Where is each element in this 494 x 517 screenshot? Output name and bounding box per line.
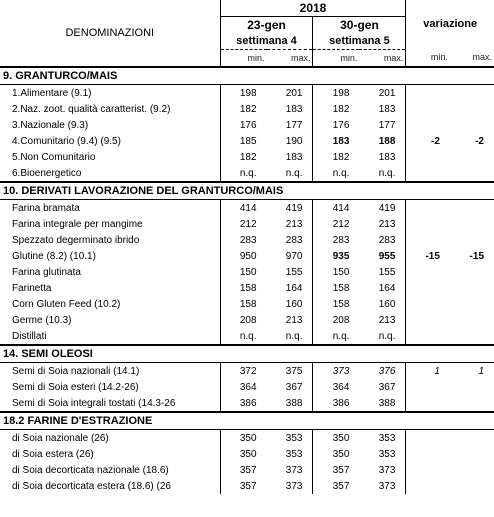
max-value-w5: n.q.	[359, 165, 405, 182]
min-label: min.	[247, 52, 265, 63]
max-value-w5: n.q.	[359, 328, 405, 345]
max-value-w4: 177	[267, 117, 313, 133]
variazione-max	[450, 232, 494, 248]
min-value-w5: 208	[332, 314, 350, 326]
row-name: Glutine (8.2) (10.1)	[0, 248, 220, 264]
min-value-w4: 182	[239, 103, 257, 115]
min-label: min.	[430, 52, 448, 63]
section-header	[0, 67, 494, 85]
min-value-w4: 182	[239, 151, 257, 163]
min-value-w4: 357	[239, 464, 257, 476]
row-name: di Soia nazionale (26)	[0, 430, 220, 447]
table-row	[0, 117, 494, 133]
min-value-w5: 158	[332, 298, 350, 310]
max-value-w4: 213	[267, 216, 313, 232]
min-value-w4: 185	[239, 135, 257, 147]
row-name: Farina glutinata	[0, 264, 220, 280]
table-row	[0, 85, 494, 102]
min-value-w4: 208	[239, 314, 257, 326]
row-name: Semi di Soia nazionali (14.1)	[0, 363, 220, 380]
max-value-w4: 373	[267, 478, 313, 494]
min-value-w4: 350	[239, 448, 257, 460]
row-name: Farina integrale per mangime	[0, 216, 220, 232]
table-row	[0, 264, 494, 280]
table-row	[0, 379, 494, 395]
min-value-w5: 150	[332, 266, 350, 278]
row-name: Farina bramata	[0, 200, 220, 217]
variazione-max: -2	[475, 135, 484, 147]
date-header-1: 23-gen	[220, 17, 313, 34]
max-value-w5: 955	[359, 248, 405, 264]
table-row	[0, 248, 494, 264]
row-name: di Soia estera (26)	[0, 446, 220, 462]
max-value-w5: 183	[359, 101, 405, 117]
max-value-w4: 419	[267, 200, 313, 217]
max-value-w5: 283	[359, 232, 405, 248]
max-value-w5: 213	[359, 312, 405, 328]
variazione-min	[406, 280, 450, 296]
row-name: 3.Nazionale (9.3)	[0, 117, 220, 133]
variazione-min	[406, 328, 450, 345]
variazione-max: 1	[478, 365, 484, 377]
max-value-w4: 283	[267, 232, 313, 248]
min-value-w4: 372	[239, 365, 257, 377]
min-value-w4: 357	[239, 480, 257, 492]
variazione-max	[450, 312, 494, 328]
min-value-w4: 350	[239, 432, 257, 444]
min-value-w5: 373	[332, 365, 350, 377]
variazione-max	[450, 446, 494, 462]
max-value-w4: 388	[267, 395, 313, 412]
table-row	[0, 312, 494, 328]
table-row	[0, 149, 494, 165]
week-header-1: settimana 4	[220, 33, 313, 50]
min-value-w4: 950	[239, 250, 257, 262]
max-value-w4: 155	[267, 264, 313, 280]
min-value-w4: 150	[239, 266, 257, 278]
row-name: di Soia decorticata nazionale (18.6)	[0, 462, 220, 478]
variazione-min: 1	[434, 365, 440, 377]
table-row	[0, 430, 494, 447]
min-value-w5: 357	[332, 464, 350, 476]
row-name: 2.Naz. zoot. qualità caratterist. (9.2)	[0, 101, 220, 117]
min-value-w4: 198	[239, 87, 257, 99]
variazione-min	[406, 312, 450, 328]
row-name: Distillati	[0, 328, 220, 345]
max-value-w5: 367	[359, 379, 405, 395]
variazione-max	[450, 430, 494, 447]
max-value-w4: 160	[267, 296, 313, 312]
variazione-max: -15	[469, 250, 484, 262]
max-value-w5: 353	[359, 446, 405, 462]
max-value-w4: 213	[267, 312, 313, 328]
table-row	[0, 462, 494, 478]
min-value-w4: 176	[239, 119, 257, 131]
variazione-max	[450, 117, 494, 133]
min-value-w4: 364	[239, 381, 257, 393]
max-value-w5: 177	[359, 117, 405, 133]
section-header	[0, 345, 494, 363]
table-row	[0, 478, 494, 494]
row-name: Germe (10.3)	[0, 312, 220, 328]
table-row	[0, 296, 494, 312]
variazione-min	[406, 430, 450, 447]
max-value-w4: 164	[267, 280, 313, 296]
row-name: di Soia decorticata estera (18.6) (26	[0, 478, 220, 494]
min-value-w4: 386	[239, 397, 257, 409]
variazione-min	[406, 232, 450, 248]
section-header	[0, 182, 494, 200]
max-value-w5: 164	[359, 280, 405, 296]
variazione-min: -2	[431, 135, 440, 147]
min-value-w5: n.q.	[332, 167, 350, 179]
variazione-min	[406, 478, 450, 494]
table-row	[0, 200, 494, 217]
variazione-max	[450, 165, 494, 182]
variazione-header: variazione	[423, 18, 478, 31]
min-value-w5: 182	[332, 151, 350, 163]
min-value-w5: 176	[332, 119, 350, 131]
table-row	[0, 232, 494, 248]
table-row	[0, 280, 494, 296]
max-value-w5: 188	[359, 133, 405, 149]
max-value-w4: n.q.	[267, 328, 313, 345]
max-value-w4: 353	[267, 446, 313, 462]
max-value-w5: 373	[359, 478, 405, 494]
max-value-w5: 201	[359, 85, 405, 102]
variazione-max	[450, 101, 494, 117]
min-value-w4: n.q.	[239, 330, 257, 342]
row-name: 5.Non Comunitario	[0, 149, 220, 165]
row-name: 4.Comunitario (9.4) (9.5)	[0, 133, 220, 149]
max-value-w5: 183	[359, 149, 405, 165]
min-label: min.	[340, 52, 358, 63]
min-value-w5: 182	[332, 103, 350, 115]
max-value-w5: 373	[359, 462, 405, 478]
table-row	[0, 395, 494, 412]
max-value-w4: 970	[267, 248, 313, 264]
min-value-w5: 357	[332, 480, 350, 492]
section-title: 18.2 FARINE D'ESTRAZIONE	[0, 412, 494, 430]
date-header-2: 30-gen	[313, 17, 406, 34]
variazione-max	[450, 264, 494, 280]
max-value-w5: 160	[359, 296, 405, 312]
max-label: max.	[267, 50, 313, 68]
variazione-max	[450, 328, 494, 345]
variazione-max	[450, 200, 494, 217]
min-value-w5: 183	[332, 135, 350, 147]
table-body	[0, 67, 494, 494]
max-value-w4: 201	[267, 85, 313, 102]
variazione-min	[406, 446, 450, 462]
table-row	[0, 328, 494, 345]
min-value-w4: n.q.	[239, 167, 257, 179]
min-value-w4: 414	[239, 202, 257, 214]
min-value-w5: 158	[332, 282, 350, 294]
max-value-w5: 155	[359, 264, 405, 280]
variazione-min	[406, 296, 450, 312]
variazione-max	[450, 280, 494, 296]
variazione-min	[406, 462, 450, 478]
min-value-w4: 158	[239, 298, 257, 310]
max-label: max.	[472, 52, 492, 63]
variazione-min	[406, 216, 450, 232]
table-row	[0, 165, 494, 182]
max-value-w5: 388	[359, 395, 405, 412]
variazione-min	[406, 379, 450, 395]
row-name: 1.Alimentare (9.1)	[0, 85, 220, 102]
min-value-w5: 364	[332, 381, 350, 393]
min-value-w5: 350	[332, 448, 350, 460]
max-value-w5: 213	[359, 216, 405, 232]
min-value-w5: 414	[332, 202, 350, 214]
max-label: max.	[359, 50, 405, 68]
min-value-w4: 158	[239, 282, 257, 294]
variazione-max	[450, 478, 494, 494]
min-value-w4: 283	[239, 234, 257, 246]
min-value-w5: 212	[332, 218, 350, 230]
row-name: Semi di Soia esteri (14.2-26)	[0, 379, 220, 395]
max-value-w4: 375	[267, 363, 313, 380]
min-value-w5: 350	[332, 432, 350, 444]
max-value-w4: 373	[267, 462, 313, 478]
row-name: Corn Gluten Feed (10.2)	[0, 296, 220, 312]
table-row	[0, 101, 494, 117]
variazione-max	[450, 296, 494, 312]
min-value-w5: 283	[332, 234, 350, 246]
min-value-w5: 386	[332, 397, 350, 409]
section-title: 9. GRANTURCO/MAIS	[0, 67, 494, 85]
max-value-w5: 376	[359, 363, 405, 380]
section-header	[0, 412, 494, 430]
max-value-w4: 183	[267, 149, 313, 165]
variazione-max	[450, 216, 494, 232]
year-header: 2018	[220, 0, 406, 17]
variazione-max	[450, 149, 494, 165]
min-value-w5: 935	[332, 250, 350, 262]
variazione-max	[450, 462, 494, 478]
variazione-min	[406, 149, 450, 165]
section-title: 14. SEMI OLEOSI	[0, 345, 494, 363]
max-value-w5: 353	[359, 430, 405, 447]
variazione-min: -15	[425, 250, 440, 262]
row-name: 6.Bioenergetico	[0, 165, 220, 182]
max-value-w5: 419	[359, 200, 405, 217]
variazione-min	[406, 200, 450, 217]
variazione-min	[406, 165, 450, 182]
min-value-w5: n.q.	[332, 330, 350, 342]
variazione-max	[450, 395, 494, 412]
max-value-w4: n.q.	[267, 165, 313, 182]
row-name: Semi di Soia integrali tostati (14.3-26	[0, 395, 220, 412]
max-value-w4: 367	[267, 379, 313, 395]
max-value-w4: 190	[267, 133, 313, 149]
row-name: Farinetta	[0, 280, 220, 296]
table-row	[0, 216, 494, 232]
min-value-w5: 198	[332, 87, 350, 99]
variazione-min	[406, 101, 450, 117]
variazione-max	[450, 379, 494, 395]
variazione-min	[406, 117, 450, 133]
table-row	[0, 363, 494, 380]
variazione-min	[406, 264, 450, 280]
variazione-min	[406, 395, 450, 412]
week-header-2: settimana 5	[313, 33, 406, 50]
min-value-w4: 212	[239, 218, 257, 230]
variazione-min	[406, 85, 450, 102]
max-value-w4: 183	[267, 101, 313, 117]
max-value-w4: 353	[267, 430, 313, 447]
variazione-max	[450, 85, 494, 102]
denominazioni-header: DENOMINAZIONI	[0, 0, 220, 67]
table-row	[0, 446, 494, 462]
table-row	[0, 133, 494, 149]
row-name: Spezzato degerminato ibrido	[0, 232, 220, 248]
section-title: 10. DERIVATI LAVORAZIONE DEL GRANTURCO/MAIS	[0, 182, 494, 200]
